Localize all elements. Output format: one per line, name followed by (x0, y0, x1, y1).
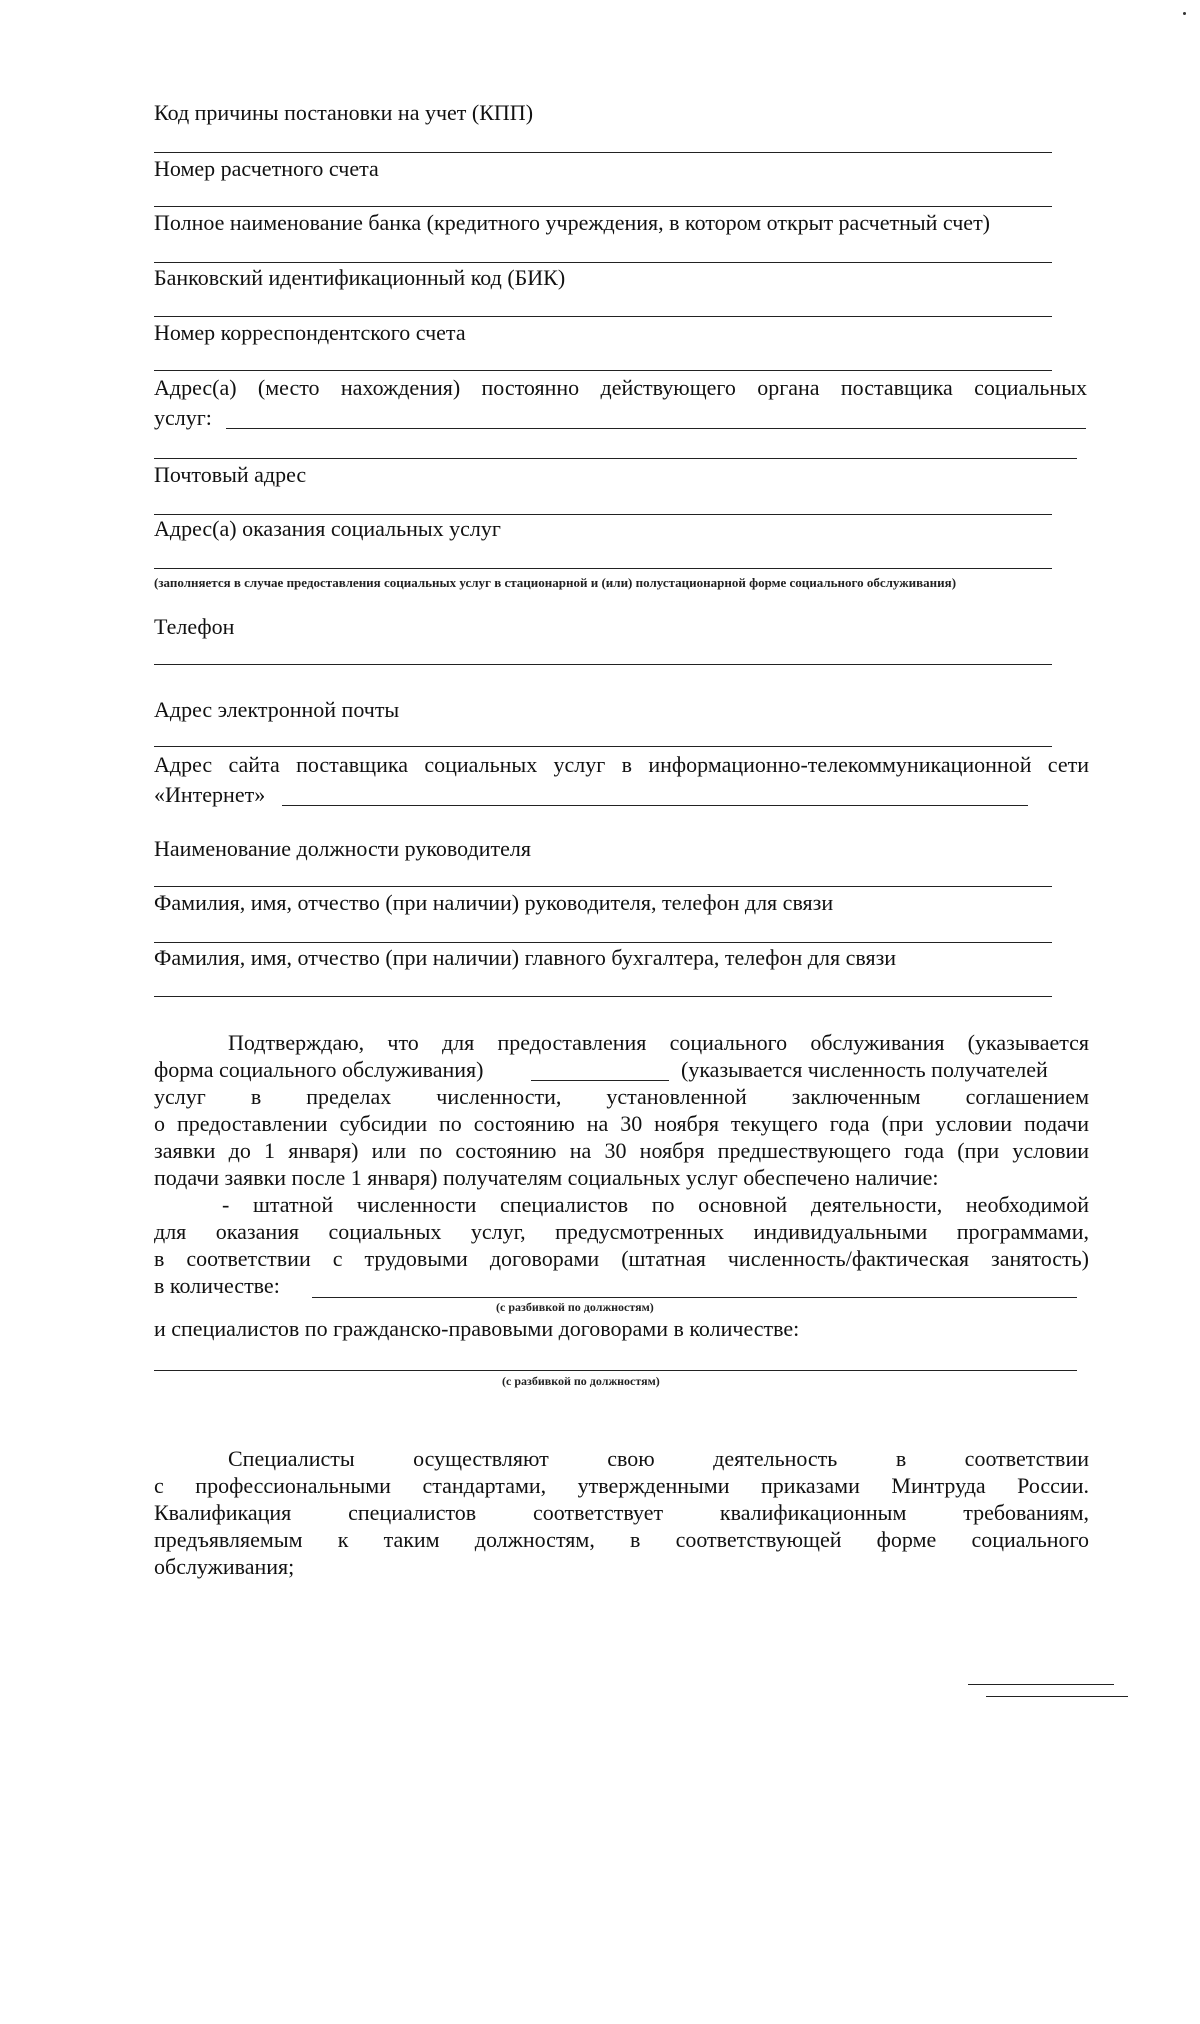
website-label-line2: «Интернет» (154, 782, 266, 807)
staff-bullet-line3: в соответствии с трудовыми договорами (штатная численность/фактическая занятость) (154, 1246, 1089, 1271)
signature-underline (986, 1696, 1128, 1697)
staff-bullet-line2: для оказания социальных услуг, предусмотренных индивидуальными программами, (154, 1219, 1089, 1244)
confirmation-line2a: форма социального обслуживания) (154, 1057, 484, 1082)
address-label-line1: Адрес(а) (место нахождения) постоянно действующего органа поставщика социальных (154, 375, 1087, 400)
specialists-line1: Специалисты осуществляют свою деятельность в соответствии (228, 1446, 1089, 1471)
address-field-1[interactable] (226, 428, 1086, 429)
phone-label: Телефон (154, 614, 235, 639)
head-position-label: Наименование должности руководителя (154, 836, 531, 861)
staff-count-field[interactable] (312, 1297, 1077, 1298)
specialists-line3: Квалификация специалистов соответствует квалификационным требованиям, (154, 1500, 1089, 1525)
staff-bullet-line1: - штатной численности специалистов по основной деятельности, необходимой (222, 1192, 1089, 1217)
staff-count-caption: (с разбивкой по должностям) (496, 1300, 654, 1314)
postal-field[interactable] (154, 514, 1052, 515)
phone-field[interactable] (154, 664, 1052, 665)
specialists-line2: с профессиональными стандартами, утвержденными приказами Минтруда России. (154, 1473, 1089, 1498)
address-field-2[interactable] (154, 458, 1077, 459)
civil-contracts-line: и специалистов по гражданско-правовыми договорами в количестве: (154, 1316, 800, 1341)
email-label: Адрес электронной почты (154, 697, 400, 722)
account-field[interactable] (154, 206, 1052, 207)
confirmation-line3: услуг в пределах численности, установленной заключенным соглашением (154, 1084, 1089, 1109)
service-address-field[interactable] (154, 568, 1052, 569)
confirmation-line4: о предоставлении субсидии по состоянию на 30 ноября текущего года (при условии подачи (154, 1111, 1089, 1136)
civil-count-field[interactable] (154, 1370, 1077, 1371)
corr-account-field[interactable] (154, 370, 1052, 371)
corr-account-label: Номер корреспондентского счета (154, 320, 466, 345)
website-label-line1: Адрес сайта поставщика социальных услуг в информационно-телекоммуникационной сети (154, 752, 1089, 777)
kpp-label: Код причины постановки на учет (КПП) (154, 100, 534, 125)
email-field[interactable] (154, 746, 1052, 747)
staff-bullet-line4: в количестве: (154, 1273, 280, 1298)
head-name-label: Фамилия, имя, отчество (при наличии) руководителя, телефон для связи (154, 890, 834, 915)
confirmation-line1: Подтверждаю, что для предоставления социального обслуживания (указывается (228, 1030, 1089, 1055)
accountant-name-label: Фамилия, имя, отчество (при наличии) главного бухгалтера, телефон для связи (154, 945, 897, 970)
service-address-note: (заполняется в случае предоставления социальных услуг в стационарной и (или) полустационарной форме социального обслуживания) (154, 575, 957, 590)
specialists-line5: обслуживания; (154, 1554, 295, 1579)
civil-count-caption: (с разбивкой по должностям) (502, 1374, 660, 1388)
confirmation-line6: подачи заявки после 1 января) получателям социальных услуг обеспечено наличие: (154, 1165, 939, 1190)
confirmation-line5: заявки до 1 января) или по состоянию на 30 ноября предшествующего года (при условии (154, 1138, 1089, 1163)
account-label: Номер расчетного счета (154, 156, 379, 181)
address-label-line2: услуг: (154, 405, 212, 430)
scan-speck (1183, 12, 1186, 15)
head-position-field[interactable] (154, 886, 1052, 887)
kpp-field[interactable] (154, 152, 1052, 153)
postal-label: Почтовый адрес (154, 462, 307, 487)
service-form-field[interactable] (531, 1080, 669, 1081)
bik-field[interactable] (154, 316, 1052, 317)
accountant-name-field[interactable] (154, 996, 1052, 997)
head-name-field[interactable] (154, 942, 1052, 943)
service-address-label: Адрес(а) оказания социальных услуг (154, 516, 501, 541)
bank-name-field[interactable] (154, 262, 1052, 263)
specialists-line4: предъявляемым к таким должностям, в соответствующей форме социального (154, 1527, 1089, 1552)
confirmation-line2b: (указывается численность получателей (681, 1057, 1048, 1082)
bank-name-label: Полное наименование банка (кредитного учреждения, в котором открыт расчетный счет) (154, 210, 991, 235)
bik-label: Банковский идентификационный код (БИК) (154, 265, 566, 290)
website-field[interactable] (282, 805, 1028, 806)
signature-line[interactable] (968, 1684, 1114, 1685)
